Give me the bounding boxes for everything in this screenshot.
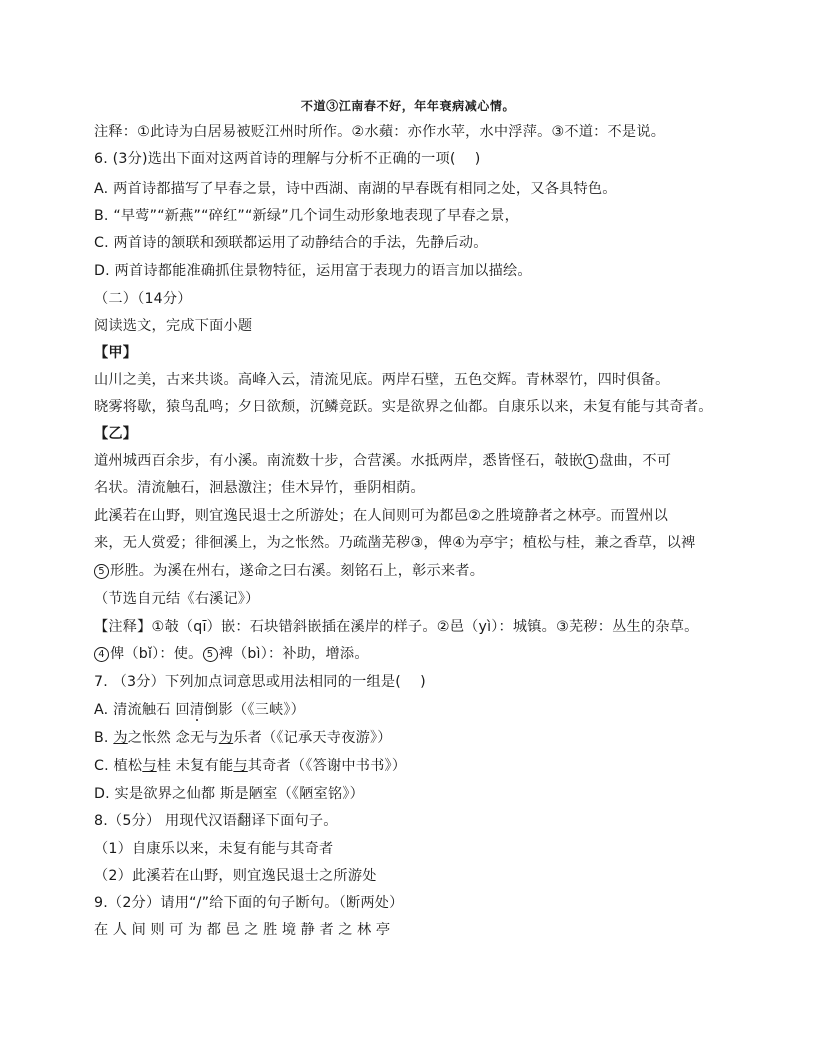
dotted-word: 清 xyxy=(189,702,205,718)
q8-stem: 8.（5分） 用现代汉语翻译下面句子。 xyxy=(94,813,338,829)
underlined-word: 为 xyxy=(218,730,234,746)
text-run: 盘曲，不可 xyxy=(599,453,672,469)
text-run: 之怅然 念无与 xyxy=(127,730,219,746)
q7-option-a xyxy=(94,700,305,720)
q6-option-b: B. “早莺”“新燕”“碎红”“新绿”几个词生动形象地表现了早春之景， xyxy=(94,208,520,224)
passage-source: （节选自元结《右溪记》） xyxy=(94,591,260,607)
passage-yi-line: 名状。清流触石，洄悬激注；佳木异竹，垂阴相荫。 xyxy=(94,480,425,496)
q7-option-b xyxy=(94,728,392,748)
text-run: 倒影（《三峡》） xyxy=(204,702,306,718)
reading-instruction: 阅读选文，完成下面小题 xyxy=(94,318,253,334)
poem-line: 不道③江南春不好，年年衰病减心情。 xyxy=(300,99,516,113)
note-marker: 1 xyxy=(583,454,598,469)
text-run: 乐者（《记承天寺夜游》） xyxy=(233,730,392,746)
text-run: A. 清流触石 回 xyxy=(94,702,190,718)
q6-option-c: C. 两首诗的颔联和颈联都运用了动静结合的手法，先静后动。 xyxy=(94,235,488,251)
underlined-word: 与 xyxy=(142,758,157,774)
q8-sentence-2: （2）此溪若在山野，则宜逸民退士之所游处 xyxy=(94,868,377,884)
passage-yi-line xyxy=(94,451,671,471)
annotation-line xyxy=(94,644,369,664)
passage-jia-line: 山川之美，古来共谈。高峰入云，清流见底。两岸石壁，五色交辉。青林翠竹，四时俱备。 xyxy=(94,372,670,388)
poem-note: 注释：①此诗为白居易被贬江州时所作。②水蘋：亦作水苹，水中浮萍。③不道：不是说。 xyxy=(94,124,666,140)
note-marker: 5 xyxy=(94,564,109,579)
text-run: B. xyxy=(94,730,114,746)
text-run: C. 植松 xyxy=(94,758,143,774)
q7-stem: 7. （3分）下列加点词意思或用法相同的一组是( ) xyxy=(94,674,426,690)
section-heading: （二）（14分） xyxy=(94,291,192,307)
q7-option-d: D. 实是欲界之仙都 斯是陋室（《陋室铭》） xyxy=(94,786,365,802)
note-marker: 5 xyxy=(203,647,218,662)
q7-option-c xyxy=(94,756,406,776)
text-run: 形胜。为溪在州右，遂命之曰右溪。刻铭石上，彰示来者。 xyxy=(110,563,485,579)
text-run: 其奇者（《答谢中书书》） xyxy=(247,758,407,774)
underlined-word: 为 xyxy=(113,730,128,746)
q9-stem: 9.（2分）请用“/”给下面的句子断句。（断两处） xyxy=(94,895,404,911)
q9-sentence: 在人间则可为都邑之胜境静者之林亭 xyxy=(94,922,395,938)
text-run: 俾（bǐ）：使。 xyxy=(110,646,203,662)
q6-option-a: A. 两首诗都描写了早春之景，诗中西湖、南湖的早春既有相同之处，又各具特色。 xyxy=(94,181,617,197)
note-marker: 4 xyxy=(94,647,109,662)
text-run: 裨（bì）：补助，增添。 xyxy=(218,646,369,662)
passage-yi-line: 来，无人赏爱；徘徊溪上，为之怅然。乃疏凿芜秽③，俾④为亭宇；植松与桂，兼之香草，以裨 xyxy=(94,535,696,551)
passage-jia-line: 晓雾将歇，猿鸟乱鸣；夕日欲颓，沉鳞竞跃。实是欲界之仙都。自康乐以来，未复有能与其奇者。 xyxy=(94,399,713,415)
passage-yi-line: 此溪若在山野，则宜逸民退士之所游处；在人间则可为都邑②之胜境静者之林亭。而置州以 xyxy=(94,508,669,524)
q6-stem: 6. (3分)选出下面对这两首诗的理解与分析不正确的一项( ) xyxy=(94,151,481,167)
passage-yi-label: 【乙】 xyxy=(94,426,138,442)
text-run: 道州城西百余步，有小溪。南流数十步，合营溪。水抵两岸，悉皆怪石，攲嵌 xyxy=(94,453,584,469)
q6-option-d: D. 两首诗都能准确抓住景物特征，运用富于表现力的语言加以描绘。 xyxy=(94,263,532,279)
text-run: 桂 未复有能 xyxy=(156,758,234,774)
underlined-word: 与 xyxy=(233,758,248,774)
annotation-line: 【注释】①攲（qī）嵌：石块错斜嵌插在溪岸的样子。②邑（yì）：城镇。③芜秽：丛生的杂草。 xyxy=(94,619,699,635)
q8-sentence-1: （1）自康乐以来，未复有能与其奇者 xyxy=(94,841,334,857)
passage-jia-label: 【甲】 xyxy=(94,345,138,361)
passage-yi-line xyxy=(94,561,484,581)
